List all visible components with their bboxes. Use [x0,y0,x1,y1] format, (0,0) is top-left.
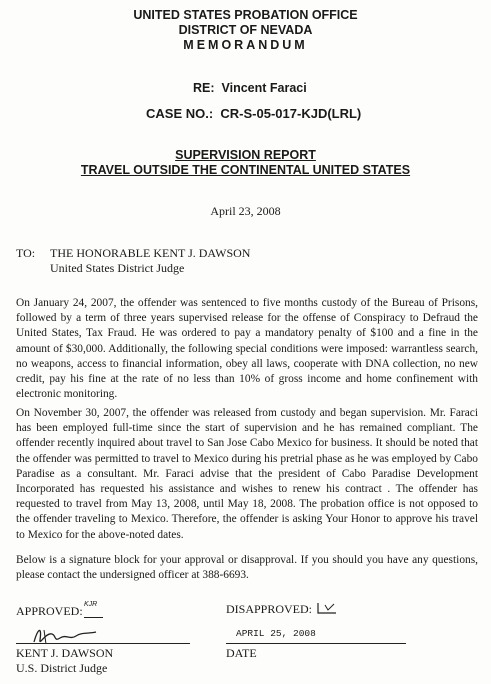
date-line [226,643,406,644]
re-label: RE: [193,81,215,95]
report-subtitle: TRAVEL OUTSIDE THE CONTINENTAL UNITED STATES [80,163,411,177]
paragraph-signature-note: Below is a signature block for your approval or disapproval. If you should you have any questions, please contact the undersigned officer at 388-6693. [16,554,478,582]
approved-checkline [84,617,103,618]
judge-title: U.S. District Judge [16,661,108,675]
to-label: TO: [16,246,36,260]
district-heading: DISTRICT OF NEVADA [178,23,313,37]
judge-name: KENT J. DAWSON [16,646,114,660]
paragraph-sentence: On January 24, 2007, the offender was sentenced to five months custody of the Bureau of Prisons, followed by a term of three years supervised release for the offense of Conspiracy to Defraud the United States, Tax Fraud. He was ordered to pay a mandatory penalty of $100 and a fine in the amount of $30,000. Additionally, the following special conditions were imposed: warrantless search, no weapons, access to financial information, obey all laws, cooperate with DNA collection, no new credit, pay his fine at the rate of no less than 10% of gross income and home confinement with electronic monitoring. [16,297,478,401]
stamped-date: APRIL 25, 2008 [236,628,316,639]
office-heading: UNITED STATES PROBATION OFFICE [133,8,358,22]
addressee-name: THE HONORABLE KENT J. DAWSON [50,246,251,260]
re-value: Vincent Faraci [221,81,307,95]
case-label: CASE NO.: [146,106,214,121]
addressee-title: United States District Judge [50,261,185,275]
case-line [146,106,361,121]
memorandum-heading: MEMORANDUM [183,38,308,52]
disapproved-label: DISAPPROVED: [226,602,313,616]
disapproved-mark [316,601,340,615]
judge-signature-line [16,643,190,644]
report-title: SUPERVISION REPORT [175,148,316,162]
approved-initials: KJR [84,601,98,608]
report-date: April 23, 2008 [210,204,281,218]
paragraph-supervision: On November 30, 2007, the offender was released from custody and began supervision. Mr. Faraci has been employed full-time since the start of supervision and he has remained compliant. The offender recently inquired about travel to San Jose Cabo Mexico for business. It should be noted that the offender was permitted to travel to Mexico during his pretrial phase as he was employed by Cabo Paradise as a consultant. Mr. Faraci advise that the president of Cabo Paradise Development Incorporated has requested his assistance and wishes to renew his contract . The offender has requested to travel from May 13, 2008, until May 18, 2008. The probation office is not opposed to the offender traveling to Mexico. Therefore, the offender is asking Your Honor to approve his travel to Mexico for the above-noted dates. [16,407,478,541]
re-line [193,81,307,96]
date-label: DATE [226,646,257,660]
approved-label: APPROVED: [16,604,83,618]
case-number: CR-S-05-017-KJD(LRL) [220,106,362,121]
